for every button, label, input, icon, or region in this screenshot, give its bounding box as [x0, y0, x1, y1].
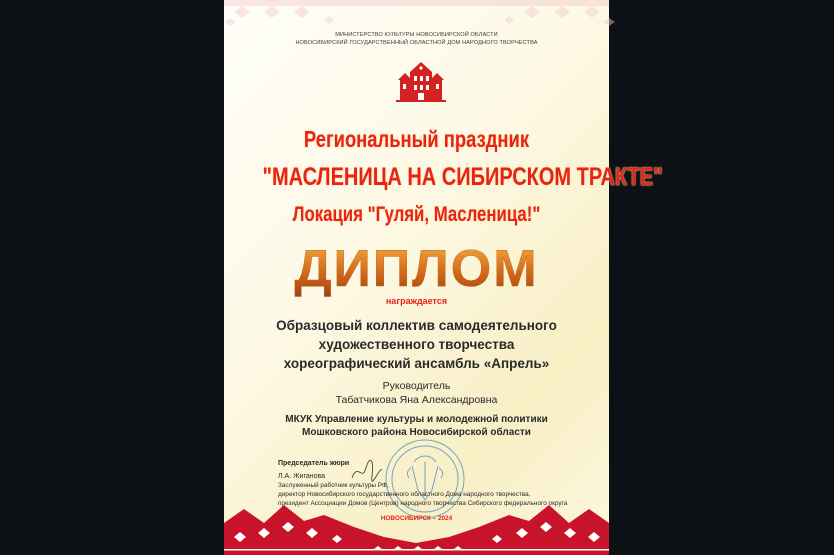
jury-chair-association: президент Ассоциации Домов (Центров) народного творчества Сибирского федерального округа	[278, 500, 568, 507]
diploma-document	[224, 0, 663, 555]
jury-chair-honor: Заслуженный работник культуры РФ,	[278, 482, 389, 489]
jury-chair-position: директор Новосибирского государственного областного Дома народного творчества,	[278, 491, 531, 498]
leader-role: Руководитель	[382, 380, 451, 392]
ornament-bottom-pattern	[224, 497, 609, 555]
organization-line2: Мошковского района Новосибирской области	[302, 427, 531, 438]
recipient-line2: художественного творчества	[318, 337, 515, 352]
event-location-line: Локация "Гуляй, Масленица!"	[292, 203, 541, 226]
diploma-heading: ДИПЛОМ	[224, 239, 609, 299]
house-of-folk-art-header: НОВОСИБИРСКИЙ ГОСУДАРСТВЕННЫЙ ОБЛАСТНОЙ ДОМ НАРОДНОГО ТВОРЧЕСТВА	[295, 40, 538, 46]
event-title-line2: "МАСЛЕНИЦА НА СИБИРСКОМ ТРАКТЕ"	[262, 163, 663, 191]
city-year: НОВОСИБИРСК – 2024	[380, 515, 453, 522]
leader-name: Табатчикова Яна Александровна	[335, 394, 498, 406]
recipient-line3: хореографический ансамбль «Апрель»	[283, 356, 550, 371]
awarded-label: награждается	[385, 296, 448, 306]
organization-line1: МКУК Управление культуры и молодежной политики	[285, 414, 548, 425]
ministry-header: МИНИСТЕРСТВО КУЛЬТУРЫ НОВОСИБИРСКОЙ ОБЛАСТИ	[335, 32, 498, 38]
jury-chair-name: Л.А. Жиганова	[278, 473, 326, 480]
jury-chair-title: Председатель жюри	[278, 460, 350, 467]
signature-icon	[350, 458, 384, 484]
event-title-line1: Региональный праздник	[303, 126, 530, 152]
building-emblem-icon	[396, 58, 446, 102]
recipient-line1: Образцовый коллектив самодеятельного	[276, 318, 557, 333]
